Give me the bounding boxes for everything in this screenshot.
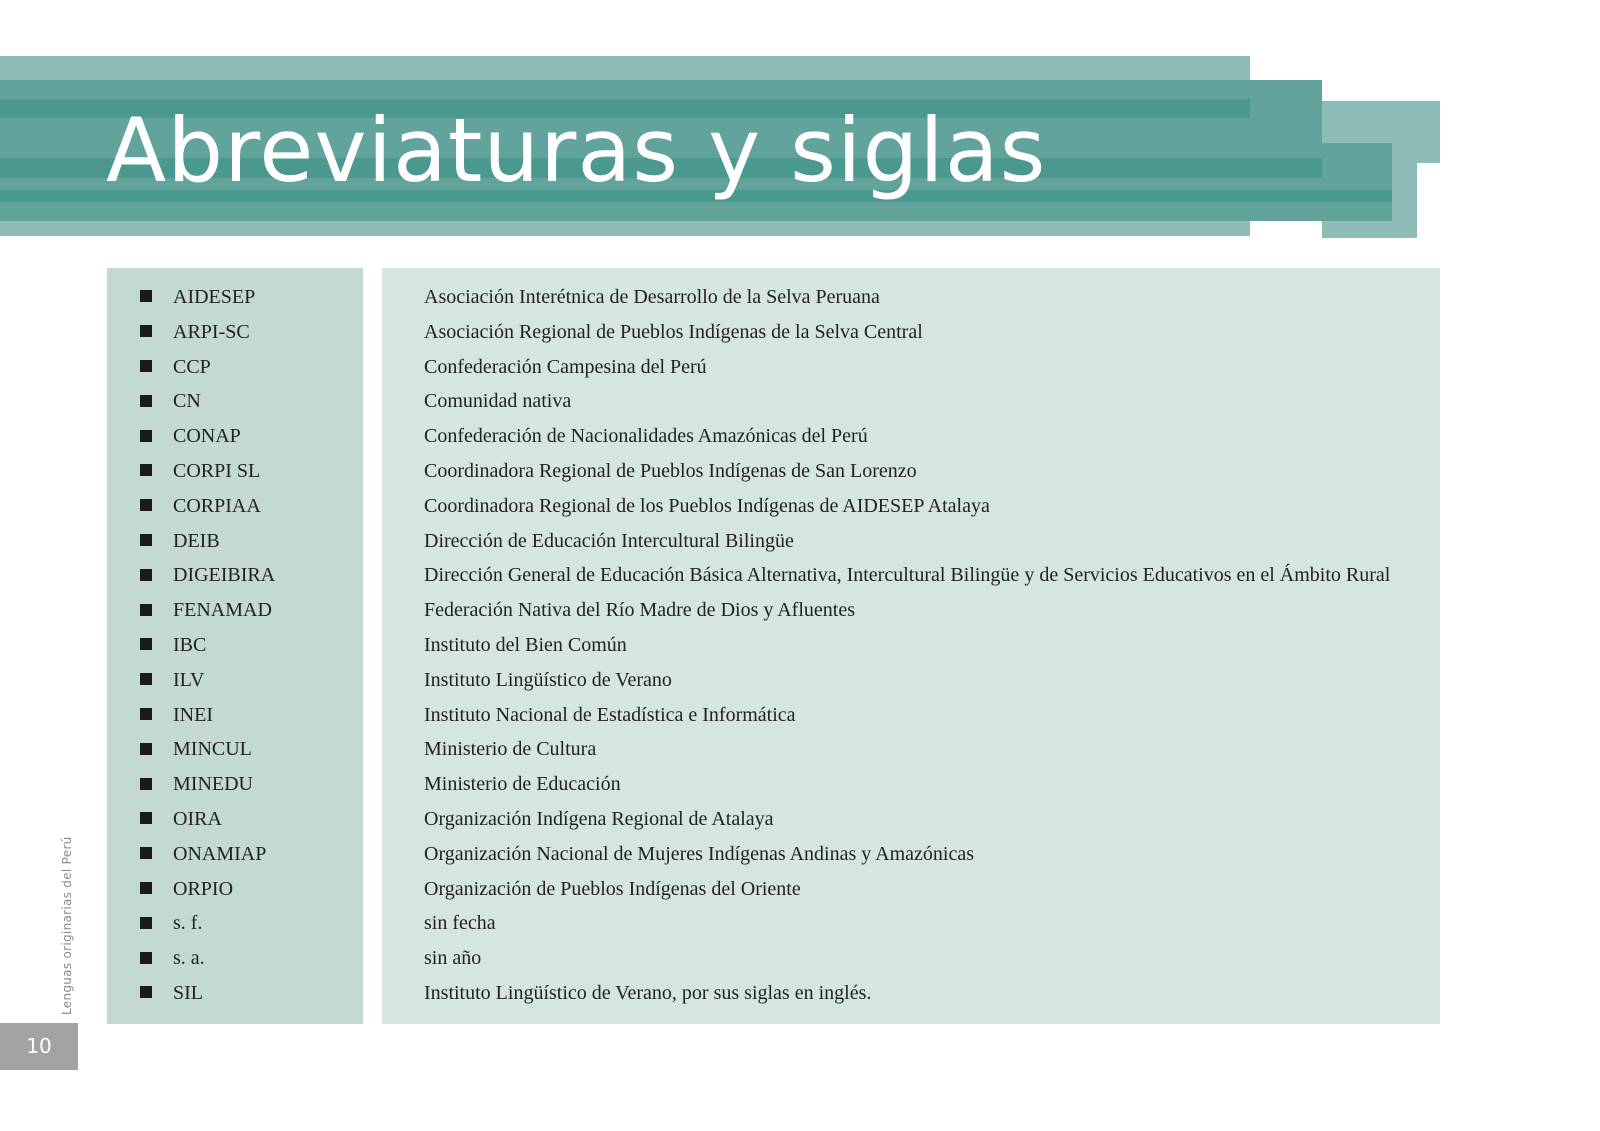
abbreviation-text: ONAMIAP	[173, 842, 267, 865]
abbreviation-text: s. a.	[173, 947, 205, 970]
abbreviation-item	[140, 558, 275, 593]
square-bullet-icon	[140, 847, 152, 859]
square-bullet-icon	[140, 499, 152, 511]
square-bullet-icon	[140, 534, 152, 546]
abbreviation-text: MINCUL	[173, 738, 252, 761]
definition-item: Coordinadora Regional de Pueblos Indígenas de San Lorenzo	[424, 459, 917, 482]
square-bullet-icon	[140, 638, 152, 650]
square-bullet-icon	[140, 673, 152, 685]
square-bullet-icon	[140, 812, 152, 824]
abbreviation-text: AIDESEP	[173, 286, 256, 308]
abbreviation-item	[140, 906, 275, 941]
definition-item: Confederación Campesina del Perú	[424, 355, 707, 378]
definition-item: Confederación de Nacionalidades Amazónicas del Perú	[424, 425, 868, 448]
definition-item: Organización Indígena Regional de Atalaya	[424, 807, 774, 830]
definition-item: Instituto del Bien Común	[424, 633, 627, 656]
square-bullet-icon	[140, 569, 152, 581]
abbreviation-item	[140, 802, 275, 837]
abbreviation-item	[140, 280, 275, 315]
abbreviation-item	[140, 593, 275, 628]
abbreviation-item	[140, 732, 275, 767]
abbreviation-text: MINEDU	[173, 773, 253, 796]
abbreviation-text: OIRA	[173, 807, 222, 830]
square-bullet-icon	[140, 778, 152, 790]
definition-item: Instituto Nacional de Estadística e Informática	[424, 703, 796, 726]
square-bullet-icon	[140, 325, 152, 337]
abbreviation-text: s. f.	[173, 912, 203, 935]
definition-item: Instituto Lingüístico de Verano	[424, 668, 672, 691]
abbreviation-text: DIGEIBIRA	[173, 564, 276, 587]
abbreviation-item	[140, 350, 275, 385]
abbreviation-text: CCP	[173, 355, 211, 378]
running-title: Lenguas originarias del Perú	[60, 836, 74, 1015]
abbreviation-text: ARPI-SC	[173, 320, 250, 343]
square-bullet-icon	[140, 917, 152, 929]
definition-column	[382, 268, 1440, 1024]
definition-item: sin fecha	[424, 912, 496, 935]
abbreviation-text: SIL	[173, 981, 203, 1004]
abbreviation-text: CORPI SL	[173, 459, 261, 482]
definition-item: Ministerio de Cultura	[424, 738, 597, 761]
definition-item: Dirección de Educación Intercultural Bilingüe	[424, 529, 794, 552]
square-bullet-icon	[140, 290, 152, 302]
abbreviation-text: CORPIAA	[173, 494, 261, 517]
square-bullet-icon	[140, 743, 152, 755]
definition-item: Dirección General de Educación Básica Alternativa, Intercultural Bilingüe y de Servicios Educativos en el Ámbito Rural	[424, 564, 1391, 587]
square-bullet-icon	[140, 986, 152, 998]
abbreviation-text: FENAMAD	[173, 599, 272, 622]
abbreviation-item	[140, 524, 275, 559]
abbreviation-text: DEIB	[173, 529, 220, 552]
definition-list	[424, 280, 1390, 1011]
abbreviation-item	[140, 663, 275, 698]
abbreviation-item	[140, 872, 275, 907]
abbreviation-text: ILV	[173, 668, 205, 691]
abbreviation-text: CN	[173, 390, 201, 413]
definition-item: Organización de Pueblos Indígenas del Oriente	[424, 877, 801, 900]
abbreviation-text: CONAP	[173, 425, 241, 448]
abbreviation-item	[140, 976, 275, 1011]
definition-item: Instituto Lingüístico de Verano, por sus siglas en inglés.	[424, 981, 872, 1004]
abbreviation-item	[140, 454, 275, 489]
square-bullet-icon	[140, 360, 152, 372]
abbreviation-list	[140, 280, 275, 1011]
abbreviation-item	[140, 698, 275, 733]
abbreviation-text: INEI	[173, 703, 213, 726]
square-bullet-icon	[140, 952, 152, 964]
abbreviation-item	[140, 489, 275, 524]
definition-item: Organización Nacional de Mujeres Indígenas Andinas y Amazónicas	[424, 842, 975, 865]
abbreviation-column	[107, 268, 363, 1024]
square-bullet-icon	[140, 604, 152, 616]
page-number: 10	[0, 1023, 78, 1070]
definition-item: Coordinadora Regional de los Pueblos Indígenas de AIDESEP Atalaya	[424, 494, 990, 517]
definition-item: Asociación Interétnica de Desarrollo de la Selva Peruana	[424, 286, 880, 308]
definition-item: Asociación Regional de Pueblos Indígenas de la Selva Central	[424, 320, 923, 343]
abbreviation-item	[140, 419, 275, 454]
square-bullet-icon	[140, 708, 152, 720]
abbreviation-item	[140, 315, 275, 350]
definition-item: Comunidad nativa	[424, 390, 572, 413]
definition-item: Ministerio de Educación	[424, 773, 621, 796]
page-title: Abreviaturas y siglas	[106, 99, 1047, 202]
abbreviation-text: IBC	[173, 633, 207, 656]
abbreviation-item	[140, 767, 275, 802]
square-bullet-icon	[140, 464, 152, 476]
square-bullet-icon	[140, 395, 152, 407]
abbreviation-item	[140, 384, 275, 419]
abbreviation-item	[140, 941, 275, 976]
square-bullet-icon	[140, 430, 152, 442]
square-bullet-icon	[140, 882, 152, 894]
abbreviation-item	[140, 837, 275, 872]
abbreviation-text: ORPIO	[173, 877, 234, 900]
definition-item: Federación Nativa del Río Madre de Dios y Afluentes	[424, 599, 855, 622]
abbreviation-item	[140, 628, 275, 663]
definition-item: sin año	[424, 947, 482, 970]
